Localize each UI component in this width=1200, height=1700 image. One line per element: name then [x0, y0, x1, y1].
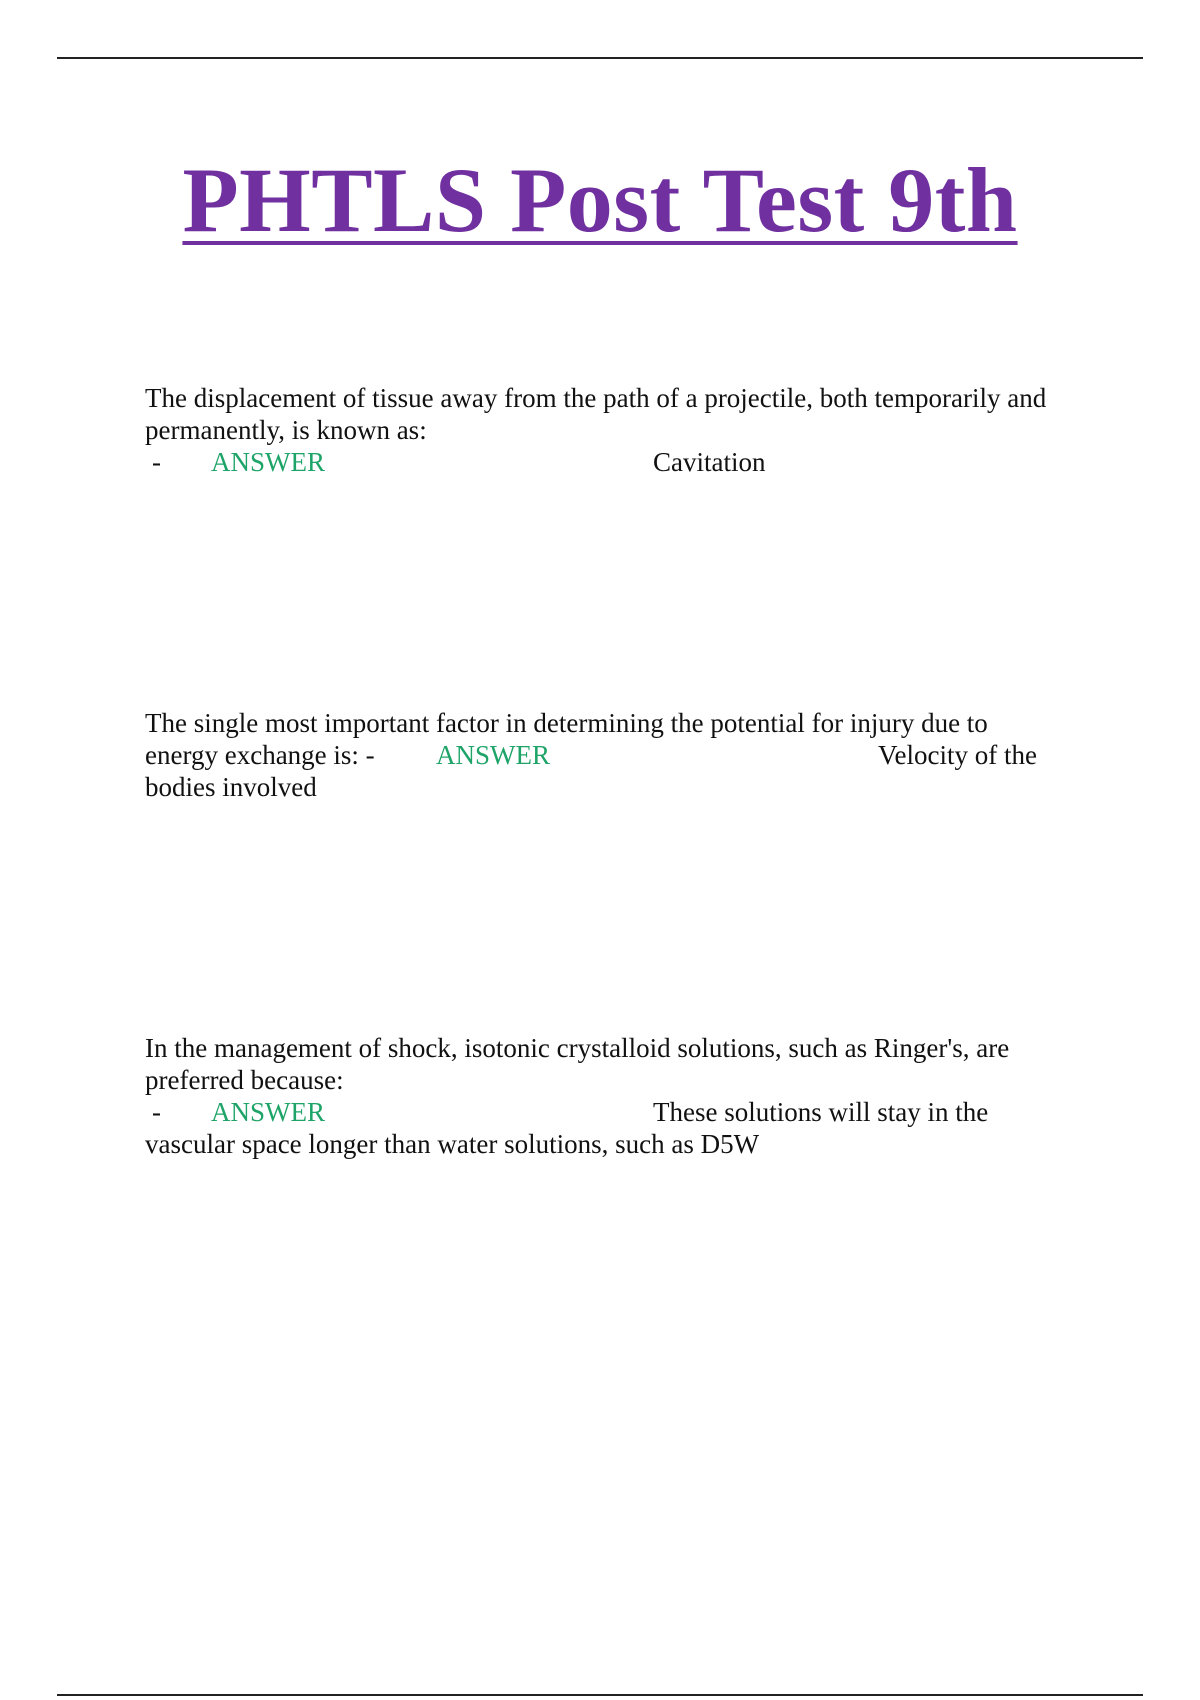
answer-1-text: Cavitation: [653, 447, 766, 477]
answer-2-text-line-1: Velocity of the: [878, 740, 1037, 770]
question-1-line-1: The displacement of tissue away from the path of a projectile, both temporarily and: [145, 383, 1047, 413]
answer-2-text-line-2: bodies involved: [145, 772, 317, 802]
question-2-line-1: The single most important factor in determining the potential for injury due to: [145, 708, 988, 738]
answer-2-label: ANSWER: [436, 740, 550, 770]
question-2-prefix: energy exchange is: -: [145, 740, 375, 770]
answer-3-line: [145, 1096, 1105, 1128]
question-3-line-2: preferred because:: [145, 1065, 344, 1095]
answer-1-dash: -: [152, 447, 161, 477]
answer-3-label: ANSWER: [211, 1097, 325, 1127]
question-1-line-2: permanently, is known as:: [145, 415, 427, 445]
answer-3-text-line-1: These solutions will stay in the: [653, 1097, 989, 1127]
bottom-rule: [57, 1694, 1143, 1696]
document-title: [0, 150, 1200, 250]
top-rule: [57, 57, 1143, 59]
answer-3-text-line-2: vascular space longer than water solutions, such as D5W: [145, 1129, 760, 1159]
question-2-line-2: [145, 739, 1105, 771]
question-3-line-1: In the management of shock, isotonic crystalloid solutions, such as Ringer's, are: [145, 1033, 1010, 1063]
question-block-2: [145, 707, 1105, 803]
answer-3-dash: -: [152, 1097, 161, 1127]
answer-1-line: [145, 446, 1105, 478]
question-block-3: [145, 1032, 1105, 1160]
answer-1-label: ANSWER: [211, 447, 325, 477]
question-block-1: [145, 382, 1105, 478]
document-title-text: PHTLS Post Test 9th: [182, 149, 1018, 251]
